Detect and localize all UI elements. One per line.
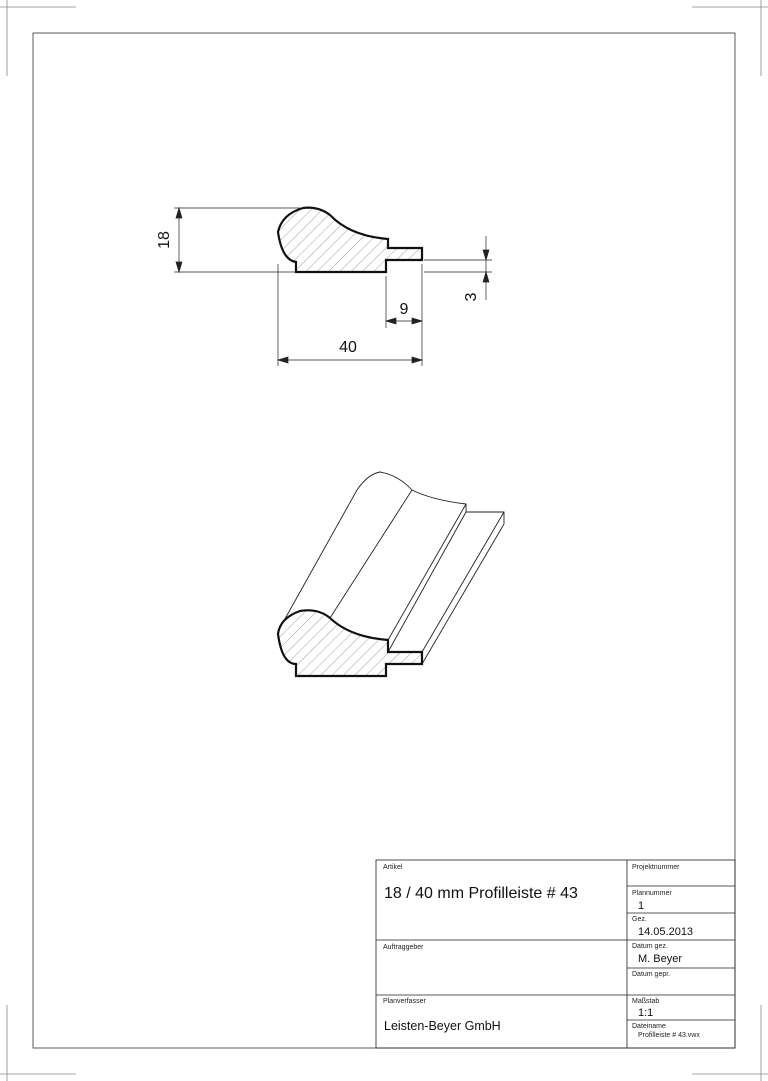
gez-label: Gez. [632, 916, 647, 923]
dimension-tongue-length-label: 9 [399, 301, 409, 318]
datum-gez-value: M. Beyer [638, 953, 683, 965]
datum-gez-label: Datum gez. [632, 943, 668, 950]
planverfasser-value: Leisten-Beyer GmbH [384, 1019, 501, 1033]
dateiname-value: Profilleiste # 43.vwx [638, 1032, 700, 1039]
plannummer-label: Plannummer [632, 890, 672, 897]
profile-cross-section [278, 208, 422, 272]
massstab-label: Maßstab [632, 998, 660, 1005]
datum-gepr-label: Datum gepr. [632, 971, 671, 978]
profile-section-outline [278, 208, 422, 272]
dimension-tongue-height-label: 3 [463, 292, 480, 302]
massstab-value: 1:1 [638, 1007, 654, 1019]
auftraggeber-label: Auftraggeber [383, 944, 424, 951]
projektnummer-label: Projektnummer [632, 864, 680, 871]
plannummer-value: 1 [638, 900, 645, 912]
dimension-width-label: 40 [339, 339, 357, 356]
isometric-front-section [278, 610, 422, 676]
artikel-label: Artikel [383, 864, 403, 871]
dimension-height-label: 18 [156, 231, 173, 249]
dateiname-label: Dateiname [632, 1023, 666, 1030]
artikel-value: 18 / 40 mm Profilleiste # 43 [384, 885, 578, 902]
gez-value: 14.05.2013 [638, 926, 694, 938]
planverfasser-label: Planverfasser [383, 998, 426, 1005]
